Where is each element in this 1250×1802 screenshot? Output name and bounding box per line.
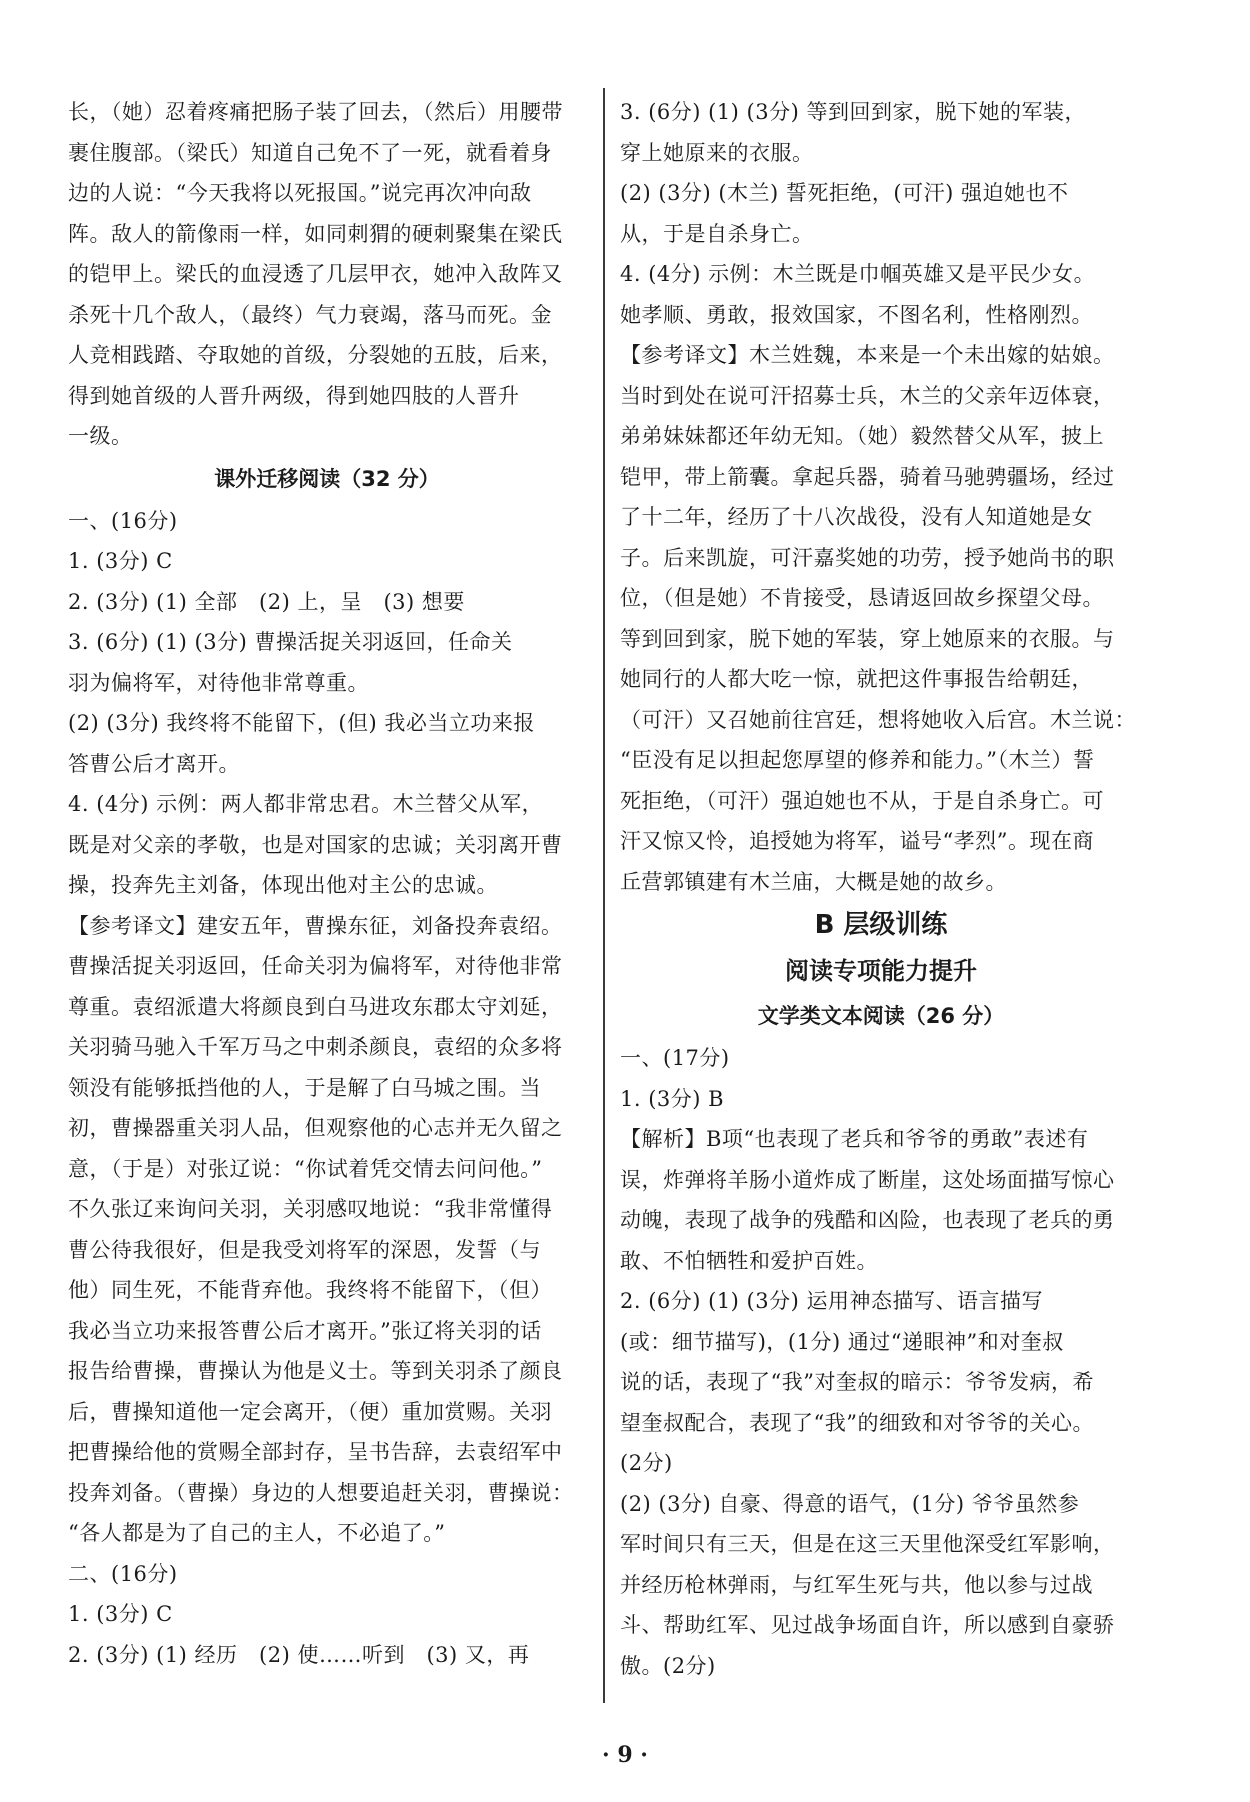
text-line: 人竞相践踏、夺取她的首级，分裂她的五肢，后来， [68, 343, 563, 367]
text-line: 不久张辽来询问关羽，关羽感叹地说：“我非常懂得 [68, 1197, 553, 1221]
text-line: 误，炸弹将羊肠小道炸成了断崖，这处场面描写惊心 [620, 1167, 1115, 1192]
text-line: 一级。 [68, 424, 133, 448]
text-line: 2. (3分) (1) 经历 (2) 使……听到 (3) 又，再 [68, 1642, 530, 1667]
text-line: (2) (3分) 我终将不能留下，(但) 我必当立功来报 [68, 711, 535, 735]
text-line: 1. (3分) B [620, 1086, 725, 1111]
text-line: 我必当立功来报答曹公后才离开。”张辽将关羽的话 [68, 1318, 542, 1343]
text-line: 子。后来凯旋，可汗嘉奖她的功劳，授予她尚书的职 [620, 545, 1115, 570]
text-line: 【参考译文】木兰姓魏，本来是一个未出嫁的姑娘。 [620, 343, 1115, 367]
text-line: 既是对父亲的孝敬，也是对国家的忠诚；关羽离开曹 [68, 832, 563, 857]
text-line: 她同行的人都大吃一惊，就把这件事报告给朝廷， [620, 667, 1093, 691]
text-line: 报告给曹操，曹操认为他是义士。等到关羽杀了颜良 [68, 1359, 563, 1383]
page-number: · 9 · [602, 1742, 648, 1768]
text-line: 1. (3分) C [68, 549, 173, 573]
text-line: 铠甲，带上箭囊。拿起兵器，骑着马驰骋疆场，经过 [620, 464, 1115, 489]
text-line: 当时到处在说可汗招募士兵，木兰的父亲年迈体衰， [620, 383, 1115, 408]
subsection-heading: 阅读专项能力提升 [785, 957, 977, 985]
text-line: 二、(16分) [68, 1561, 178, 1586]
text-line: (2分) [620, 1451, 673, 1475]
text-line: 2. (3分) (1) 全部 (2) 上，呈 (3) 想要 [68, 589, 465, 614]
text-line: 关羽骑马驰入千军万马之中刺杀颜良，袁绍的众多将 [68, 1035, 563, 1059]
text-line: 动魄，表现了战争的残酷和凶险，也表现了老兵的勇 [620, 1208, 1115, 1232]
section-heading: 文学类文本阅读（26 分） [757, 1004, 1005, 1028]
text-line: 了十二年，经历了十八次战役，没有人知道她是女 [620, 505, 1093, 529]
text-line: 曹公待我很好，但是我受刘将军的深恩，发誓（与 [68, 1237, 541, 1262]
text-line: 斗、帮助红军、见过战争场面自许，所以感到自豪骄 [620, 1613, 1115, 1637]
text-line: 敢、不怕牺牲和爱护百姓。 [620, 1248, 878, 1273]
level-heading: B 层级训练 [814, 910, 948, 940]
text-line: 说的话，表现了“我”对奎叔的暗示：爷爷发病，希 [620, 1370, 1094, 1394]
text-line: 操，投奔先主刘备，体现出他对主公的忠诚。 [68, 873, 498, 897]
text-line: 裹住腹部。（梁氏）知道自己免不了一死，就看着身 [68, 140, 552, 165]
text-line: 投奔刘备。（曹操）身边的人想要追赶关羽，曹操说： [68, 1480, 574, 1505]
text-line: (2) (3分) 自豪、得意的语气，(1分) 爷爷虽然参 [620, 1491, 1080, 1516]
text-line: 1. (3分) C [68, 1602, 173, 1626]
text-line: 汗又惊又怜，追授她为将军，谥号“孝烈”。现在商 [620, 829, 1094, 853]
text-line: 曹操活捉关羽返回，任命关羽为偏将军，对待他非常 [68, 954, 563, 978]
text-line: 从，于是自杀身亡。 [620, 221, 814, 246]
text-line: 3. (6分) (1) (3分) 曹操活捉关羽返回，任命关 [68, 630, 513, 654]
text-line: 望奎叔配合，表现了“我”的细致和对爷爷的关心。 [620, 1410, 1094, 1435]
text-line: 长，（她）忍着疼痛把肠子装了回去，（然后）用腰带 [68, 100, 563, 124]
text-line: 并经历枪林弹雨，与红军生死与共，他以参与过战 [620, 1572, 1093, 1597]
text-line: 穿上她原来的衣服。 [620, 140, 814, 165]
text-line: 答曹公后才离开。 [68, 751, 240, 776]
text-line: 得到她首级的人晋升两级，得到她四肢的人晋升 [68, 383, 520, 408]
text-line: 阵。敌人的箭像雨一样，如同刺猬的硬刺聚集在梁氏 [68, 221, 563, 246]
text-line: 【解析】B项“也表现了老兵和爷爷的勇敢”表述有 [620, 1127, 1089, 1151]
text-line: 弟弟妹妹都还年幼无知。（她）毅然替父从军，披上 [620, 424, 1104, 448]
text-line: 后，曹操知道他一定会离开，（便）重加赏赐。关羽 [68, 1399, 552, 1424]
left-column [68, 92, 586, 1675]
text-line: 【参考译文】建安五年，曹操东征，刘备投奔袁绍。 [68, 913, 563, 938]
text-line: 等到回到家，脱下她的军装，穿上她原来的衣服。与 [620, 626, 1115, 651]
text-line: 4. (4分) 示例：木兰既是巾帼英雄又是平民少女。 [620, 262, 1096, 286]
text-line: 领没有能够抵挡他的人，于是解了白马城之围。当 [68, 1075, 541, 1100]
text-line: 边的人说：“今天我将以死报国。”说完再次冲向敌 [68, 181, 532, 205]
text-line: 位，（但是她）不肯接受，恳请返回故乡探望父母。 [620, 586, 1104, 610]
text-line: 3. (6分) (1) (3分) 等到回到家，脱下她的军装， [620, 100, 1086, 124]
text-line: 羽为偏将军，对待他非常尊重。 [68, 670, 369, 695]
text-line: (2) (3分) (木兰) 誓死拒绝，(可汗) 强迫她也不 [620, 181, 1069, 205]
text-line: “各人都是为了自己的主人，不必追了。” [68, 1521, 446, 1545]
text-line: 2. (6分) (1) (3分) 运用神态描写、语言描写 [620, 1289, 1043, 1313]
text-line: 尊重。袁绍派遣大将颜良到白马进攻东郡太守刘延， [68, 994, 563, 1019]
text-line: 死拒绝，（可汗）强迫她也不从，于是自杀身亡。可 [620, 788, 1104, 813]
text-line: 一、(16分) [68, 508, 178, 533]
text-line: 丘营郭镇建有木兰庙，大概是她的故乡。 [620, 869, 1007, 894]
text-line: 把曹操给他的赏赐全部封存，呈书告辞，去袁绍军中 [68, 1440, 563, 1464]
text-line: 她孝顺、勇敢，报效国家，不图名利，性格刚烈。 [620, 302, 1093, 327]
text-line: “臣没有足以担起您厚望的修养和能力。”（木兰）誓 [620, 748, 1095, 772]
text-line: 一、(17分) [620, 1046, 730, 1070]
text-line: 军时间只有三天，但是在这三天里他深受红军影响， [620, 1532, 1115, 1556]
column-divider [603, 88, 605, 1703]
section-heading: 课外迁移阅读（32 分） [214, 466, 440, 491]
text-line: 初，曹操器重关羽人品，但观察他的心志并无久留之 [68, 1116, 563, 1140]
text-line: 的铠甲上。梁氏的血浸透了几层甲衣，她冲入敌阵又 [68, 262, 563, 286]
text-line: 杀死十几个敌人，（最终）气力衰竭，落马而死。金 [68, 302, 552, 327]
right-column [620, 92, 1142, 1686]
text-line: (或：细节描写)，(1分) 通过“递眼神”和对奎叔 [620, 1329, 1064, 1354]
text-line: 4. (4分) 示例：两人都非常忠君。木兰替父从军， [68, 792, 544, 816]
text-line: 他）同生死，不能背弃他。我终将不能留下，（但） [68, 1278, 552, 1302]
text-line: 傲。(2分) [620, 1653, 716, 1678]
text-line: （可汗）又召她前往宫廷，想将她收入后宫。木兰说： [620, 707, 1136, 732]
text-line: 意，（于是）对张辽说：“你试着凭交情去问问他。” [68, 1156, 543, 1181]
